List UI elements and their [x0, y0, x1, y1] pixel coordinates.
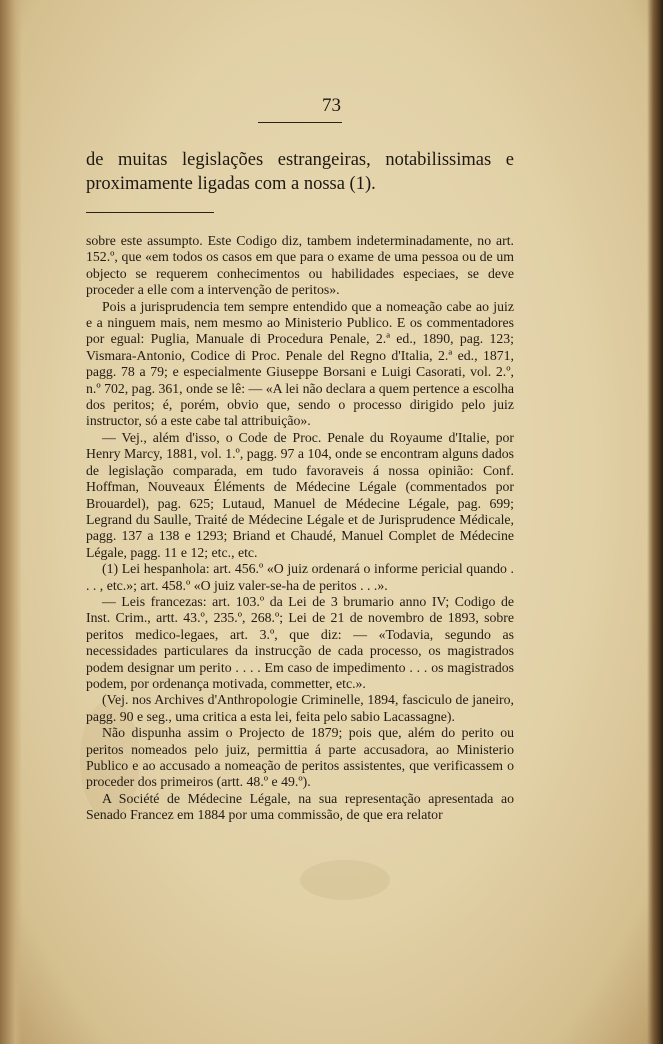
- page-right-edge: [647, 0, 663, 1044]
- footnote-separator: [86, 212, 214, 213]
- paper-stain: [300, 860, 390, 900]
- footnote-paragraph: sobre este assumpto. Este Codigo diz, tambem indeterminadamente, no art. 152.º, que «em todos os casos em que para o exame de uma pessoa ou de um objecto se requerem conhecimentos ou habilidades especiaes, se deve proceder a elle com a intervenção de peritos».: [86, 233, 514, 298]
- footnote-paragraph: — Leis francezas: art. 103.º da Lei de 3 brumario anno IV; Codigo de Inst. Crim., artt. 43.º, 235.º, 268.º; Lei de 21 de novembro de 1893, sobre peritos medico-legaes, art. 3.º, que diz: — «Todavia, segundo as necessidades particulares da instrucção de cada processo, os magistrados podem designar um perito . . . . Em caso de impedimento . . . os magistrados podem, por ordenança motivada, commetter, etc.».: [86, 593, 514, 691]
- footnote-paragraph: A Société de Médecine Légale, na sua representação apresentada ao Senado Francez em 1884 por uma commissão, de que era relator: [86, 790, 514, 823]
- body-text: de muitas legislações estrangeiras, notabilissimas e proximamente ligadas com a nossa (1).: [86, 150, 514, 194]
- footnote-paragraph: (Vej. nos Archives d'Anthropologie Criminelle, 1894, fasciculo de janeiro, pagg. 90 e seg., uma critica a esta lei, feita pelo sabio Lacassagne).: [86, 692, 514, 724]
- footnotes: [86, 233, 514, 824]
- footnote-paragraph: Pois a jurisprudencia tem sempre entendido que a nomeação cabe ao juiz e a ninguem mais, nem mesmo ao Ministerio Publico. E os commentadores por egual: Puglia, Manuale di Procedura Penale, 2.ª ed., 1890, pag. 123; Vismara-Antonio, Codice di Proc. Penale del Regno d'Italia, 2.ª ed., 1871, pagg. 78 a 79; e especialmente Giuseppe Borsani e Luigi Casorati, vol. 2.º, n.º 702, pag. 361, onde se lê: — «A lei não declara a quem pertence a escolha dos peritos; é, porém, obvio que, sendo o processo dirigido pelo juiz instructor, só a este cabe tal attribuição».: [86, 298, 514, 429]
- page-number: 73: [322, 95, 341, 116]
- footnote-paragraph: (1) Lei hespanhola: art. 456.º «O juiz ordenará o informe pericial quando . . . , etc.»; art. 458.º «O juiz valer-se-ha de peritos . . .».: [86, 561, 514, 593]
- page-number-rule: [258, 122, 342, 123]
- page-left-edge: [0, 0, 22, 1044]
- footnote-paragraph: Não dispunha assim o Projecto de 1879; pois que, além do perito ou peritos nomeados pelo juiz, permittia á parte accusadora, ao Ministerio Publico e ao accusado a nomeação de peritos assistentes, que verificassem o proceder dos primeiros (artt. 48.º e 49.º).: [86, 725, 514, 790]
- footnote-paragraph: — Vej., além d'isso, o Code de Proc. Penale du Royaume d'Italie, por Henry Marcy, 1881, vol. 1.º, pagg. 97 a 104, onde se encontram alguns dados de legislação comparada, em tudo favoraveis á nossa opinião: Conf. Hoffman, Nouveaux Éléments de Médecine Légale (commentados por Brouardel), pag. 625; Lutaud, Manuel de Médecine Légale, pag. 699; Legrand du Saulle, Traité de Médecine Légale et de Jurisprudence Médicale, pagg. 137 a 138 e 1293; Briand et Chaudé, Manuel Complet de Médecine Légale, pagg. 11 e 12; etc., etc.: [86, 429, 514, 560]
